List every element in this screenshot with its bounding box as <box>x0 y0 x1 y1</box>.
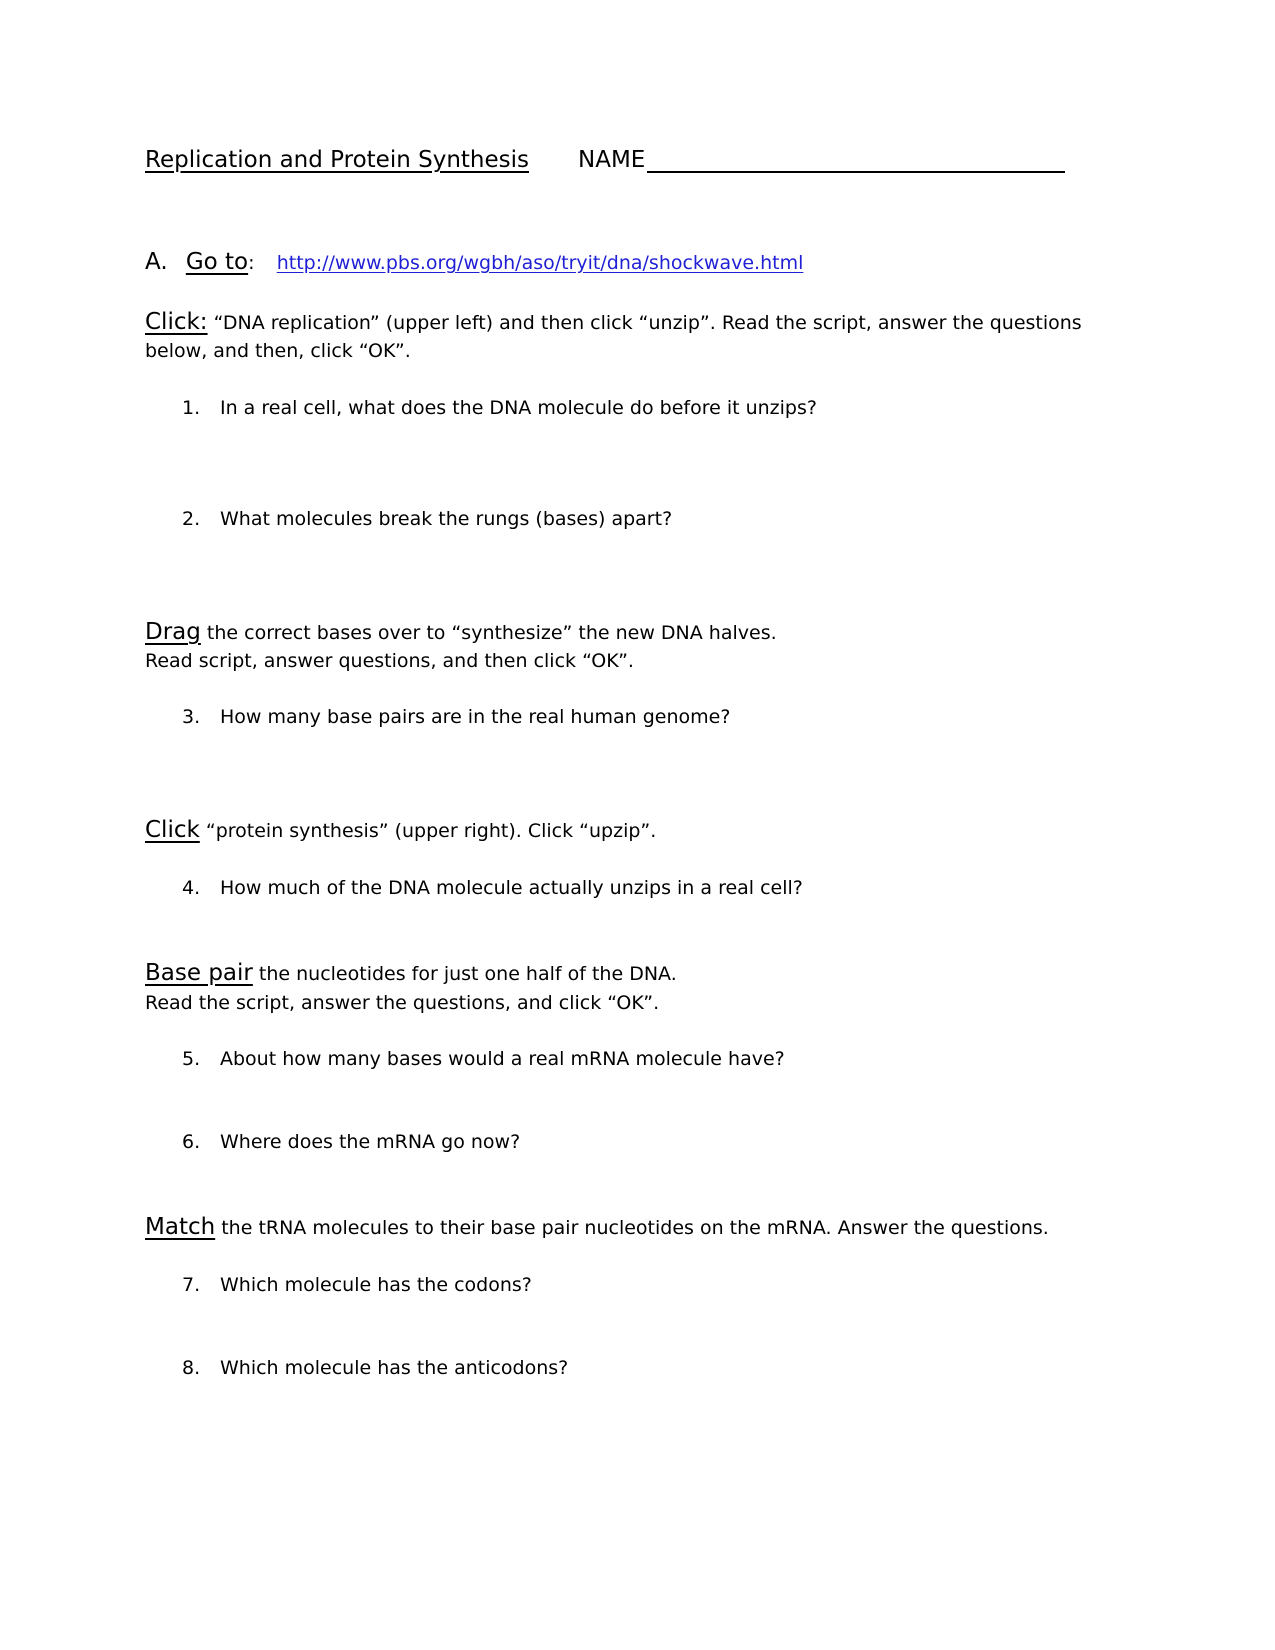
question-2 <box>182 508 672 530</box>
instruction-text-continued: Read script, answer questions, and then click “OK”. <box>145 650 634 672</box>
instruction-base-pair <box>145 958 677 989</box>
instruction-text: the tRNA molecules to their base pair nucleotides on the mRNA. Answer the questions. <box>215 1217 1049 1239</box>
section-a-goto <box>145 248 803 278</box>
instruction-lead-match: Match <box>145 1214 216 1240</box>
section-letter: A. <box>145 249 168 275</box>
instruction-text: the correct bases over to “synthesize” the new DNA halves. <box>200 622 777 644</box>
question-text: What molecules break the rungs (bases) apart? <box>220 508 673 530</box>
question-number: 2. <box>182 508 201 530</box>
question-number: 4. <box>182 877 201 899</box>
question-number: 6. <box>182 1131 201 1153</box>
instruction-text: “protein synthesis” (upper right). Click “upzip”. <box>199 820 657 842</box>
question-number: 1. <box>182 397 201 419</box>
name-label: NAME <box>578 147 646 173</box>
page-title: Replication and Protein Synthesis <box>145 147 529 173</box>
question-1 <box>182 397 817 419</box>
question-text: Which molecule has the anticodons? <box>220 1357 569 1379</box>
instruction-click-dna-replication <box>145 307 1082 338</box>
instruction-text: “DNA replication” (upper left) and then click “unzip”. Read the script, answer the questions <box>207 312 1082 334</box>
question-3 <box>182 706 730 728</box>
instruction-lead-click: Click <box>145 817 200 843</box>
instruction-lead-base-pair: Base pair <box>145 960 253 986</box>
question-text: Where does the mRNA go now? <box>220 1131 521 1153</box>
question-text: How many base pairs are in the real human genome? <box>220 706 731 728</box>
question-8 <box>182 1357 568 1379</box>
question-number: 5. <box>182 1048 201 1070</box>
name-field[interactable] <box>578 147 1065 173</box>
question-7 <box>182 1274 532 1296</box>
instruction-drag-bases <box>145 617 777 648</box>
question-number: 3. <box>182 706 201 728</box>
name-blank-line[interactable] <box>647 147 1065 173</box>
question-text: How much of the DNA molecule actually unzips in a real cell? <box>220 877 803 899</box>
question-6 <box>182 1131 520 1153</box>
question-text: Which molecule has the codons? <box>220 1274 532 1296</box>
question-4 <box>182 877 803 899</box>
question-5 <box>182 1048 785 1070</box>
instruction-click-protein-synthesis <box>145 815 656 846</box>
pbs-url-link[interactable]: http://www.pbs.org/wgbh/aso/tryit/dna/shockwave.html <box>276 252 804 274</box>
goto-label: Go to <box>185 249 249 275</box>
instruction-text: the nucleotides for just one half of the DNA. <box>252 963 677 985</box>
instruction-text-continued: Read the script, answer the questions, and click “OK”. <box>145 992 660 1014</box>
instruction-text-continued: below, and then, click “OK”. <box>145 340 411 362</box>
question-number: 7. <box>182 1274 201 1296</box>
goto-colon: : <box>248 252 255 274</box>
instruction-lead-click: Click: <box>145 309 208 335</box>
question-number: 8. <box>182 1357 201 1379</box>
instruction-match-trna <box>145 1212 1049 1243</box>
question-text: In a real cell, what does the DNA molecule do before it unzips? <box>220 397 817 419</box>
instruction-lead-drag: Drag <box>145 619 201 645</box>
question-text: About how many bases would a real mRNA molecule have? <box>220 1048 785 1070</box>
